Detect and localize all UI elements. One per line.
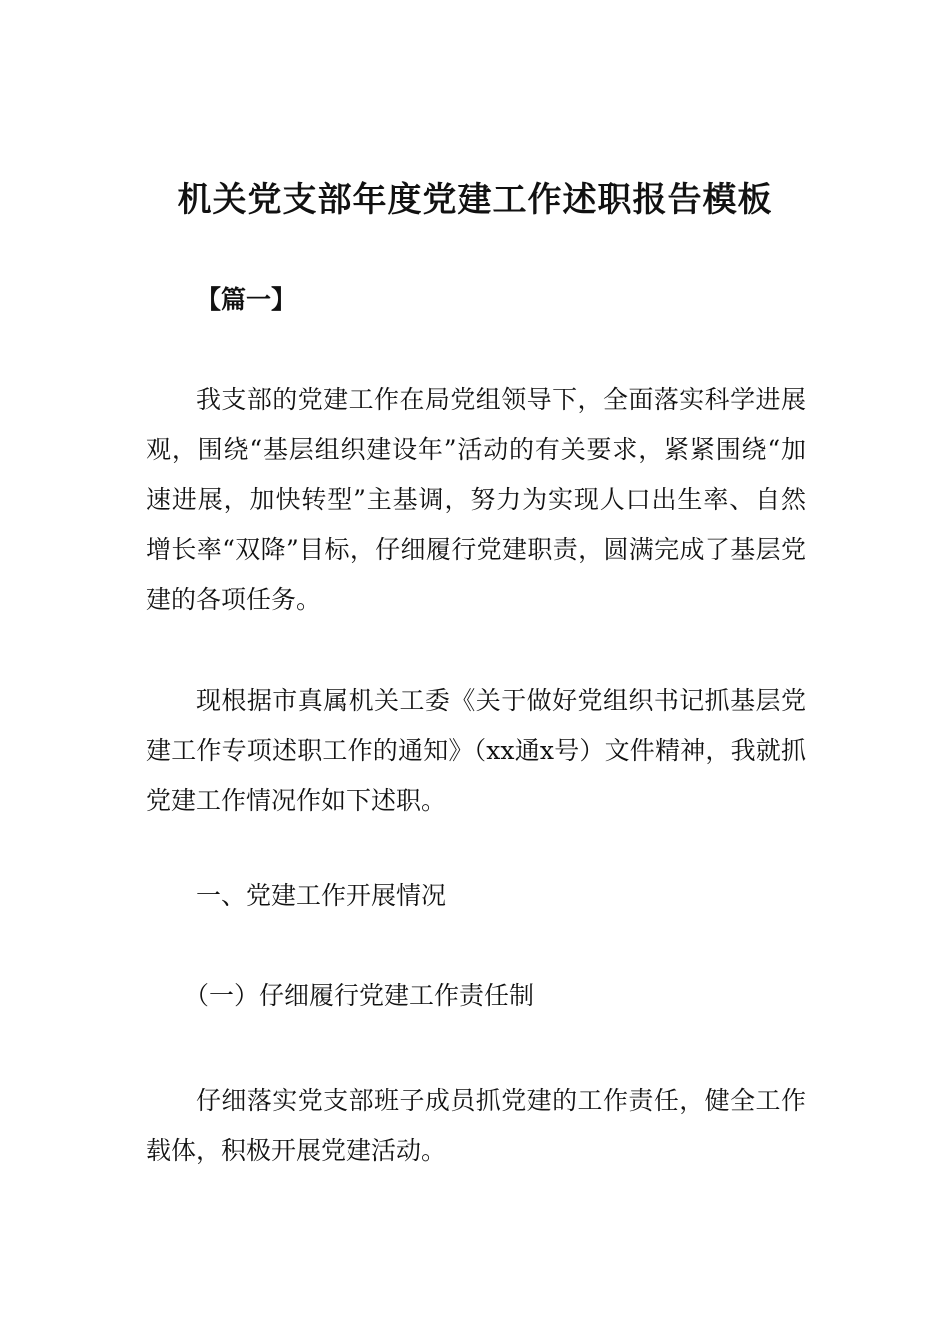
paragraph-basis: 现根据市真属机关工委《关于做好党组织书记抓基层党建工作专项述职工作的通知》（xx通x号）文件精神，我就抓党建工作情况作如下述职。	[146, 686, 806, 815]
paragraph-intro: 我支部的党建工作在局党组领导下，全面落实科学进展观，围绕“基层组织建设年”活动的有关要求，紧紧围绕“加速进展，加快转型”主基调，努力为实现人口出生率、自然增长率“双降”目标，仔细履行党建职责，圆满完成了基层党建的各项任务。	[146, 385, 806, 614]
document-title: 机关党支部年度党建工作述职报告模板	[177, 180, 773, 220]
section-label: 【篇一】	[196, 285, 297, 314]
subsection-heading: （一）仔细履行党建工作责任制	[184, 981, 535, 1010]
paragraph-responsibility: 仔细落实党支部班子成员抓党建的工作责任，健全工作载体，积极开展党建活动。	[146, 1086, 806, 1165]
section-heading: 一、党建工作开展情况	[196, 881, 447, 910]
